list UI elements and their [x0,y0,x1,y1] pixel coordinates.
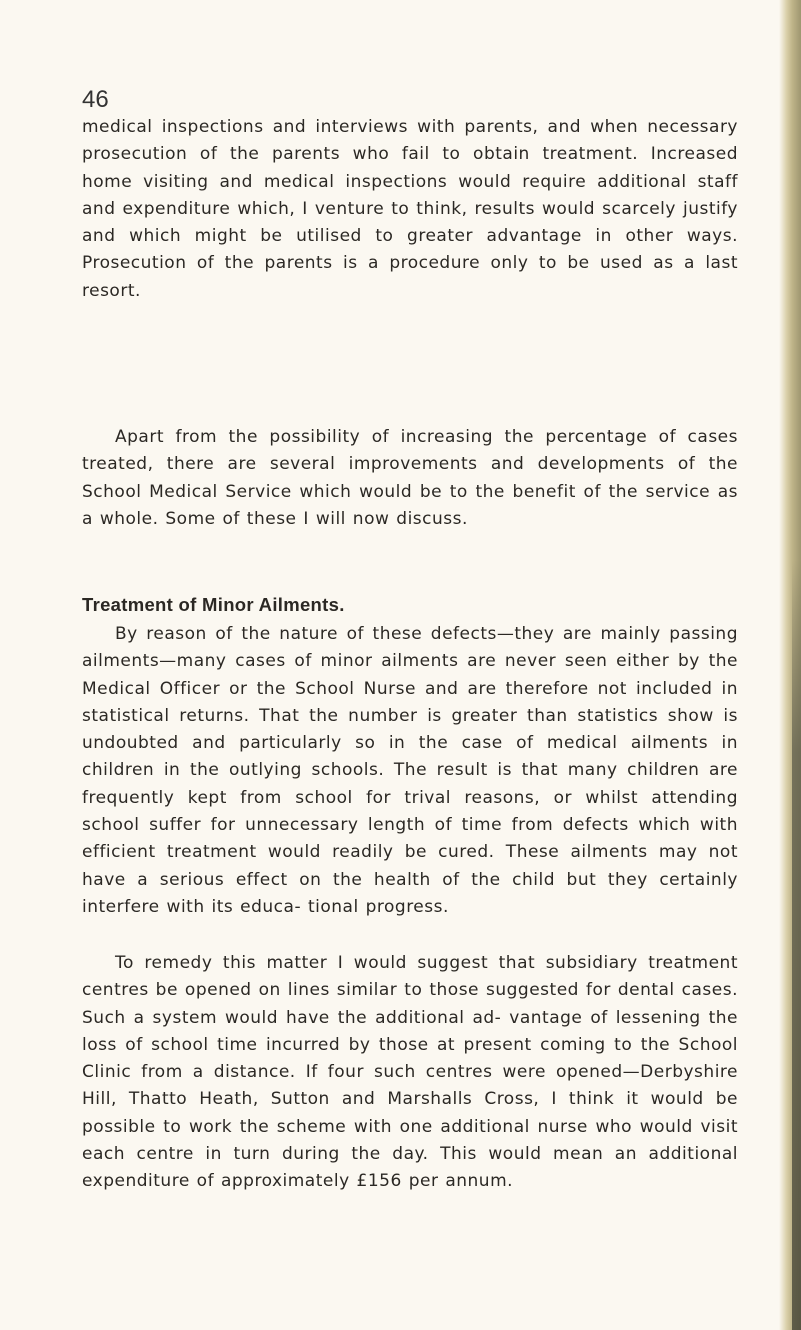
paragraph-continuation: medical inspections and interviews with parents, and when necessary prosecution of the parents who fail to obtain treatment. Increased home visiting and medical inspections would require additional staff and expenditure which, I venture to think, results would scarcely justify and which might be utilised to greater advantage in other ways. Prosecution of the parents is a procedure only to be used as a last resort. [82,117,738,301]
page-edge-dark [792,560,801,1330]
page-number: 46 [82,86,109,113]
section-heading: Treatment of Minor Ailments. [82,594,345,615]
paragraph-improvements: Apart from the possibility of increasing the percentage of cases treated, there are several improvements and developments of the School Medical Service which would be to the benefit of the service as a whole. Some of these I will now discuss. [82,427,738,529]
paragraph-minor-ailments: By reason of the nature of these defects—they are mainly passing ailments—many cases of minor ailments are never seen either by the Medical Officer or the School Nurse and are therefore not included in statistical returns. That the number is greater than statistics show is undoubted and particularly so in the case of medical ailments in children in the outlying schools. The result is that many children are frequently kept from school for trival reasons, or whilst attending school suffer for unnecessary length of time from defects which with efficient treatment would readily be cured. These ailments may not have a serious effect on the health of the child but they certainly interfere with its educa- tional progress. [82,624,738,917]
paragraph-remedy: To remedy this matter I would suggest that subsidiary treatment centres be opened on lines similar to those suggested for dental cases. Such a system would have the additional ad- vantage of lessening the loss of school time incurred by those at present coming to the School Clinic from a distance. If four such centres were opened—Derbyshire Hill, Thatto Heath, Sutton and Marshalls Cross, I think it would be possible to work the scheme with one additional nurse who would visit each centre in turn during the day. This would mean an additional expenditure of approximately £156 per annum. [82,953,738,1192]
